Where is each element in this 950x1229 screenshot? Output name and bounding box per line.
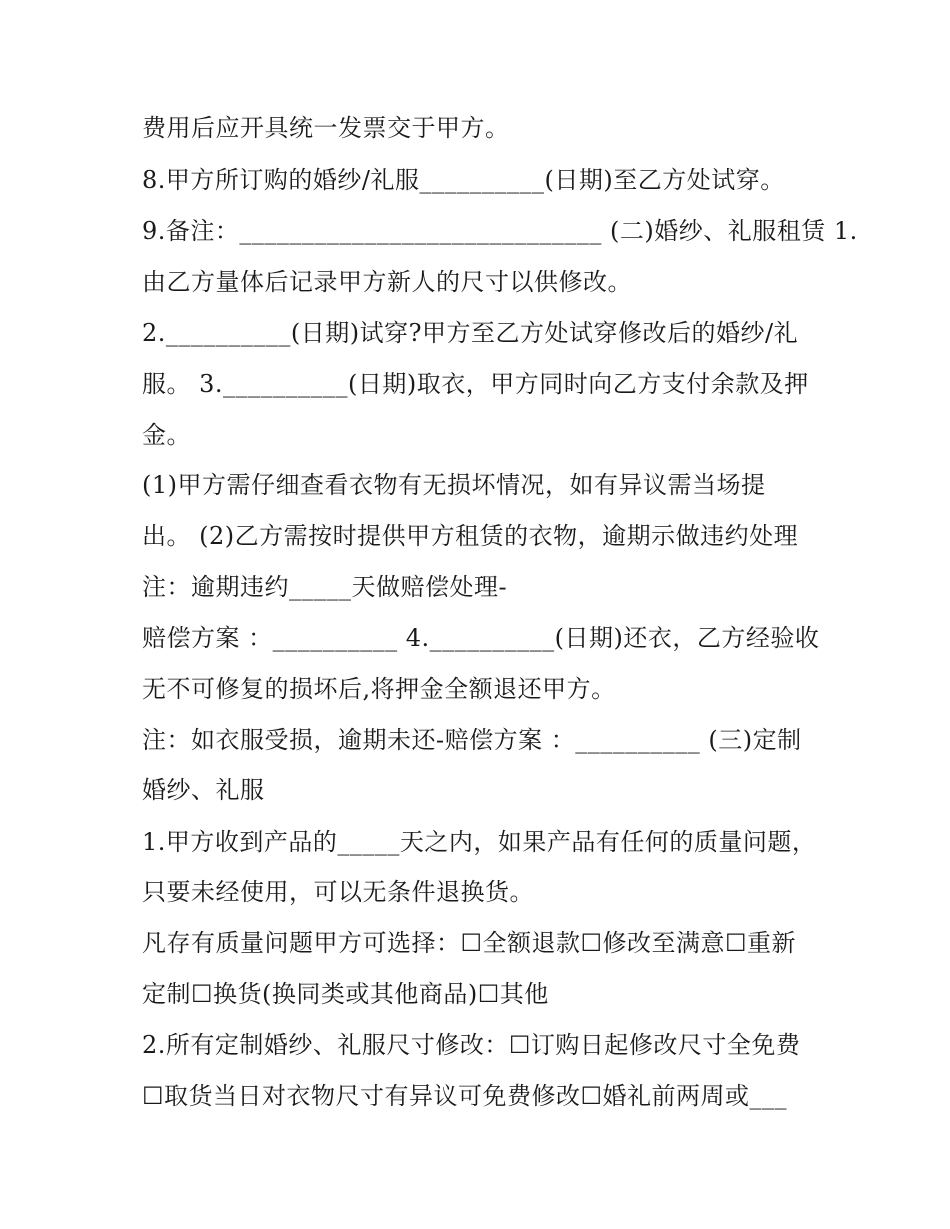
- text-line-3: 9.备注：_____________________________ (二)婚纱、礼服租赁 1.: [142, 217, 858, 245]
- text-line-1: 费用后应开具统一发票交于甲方。: [142, 114, 510, 142]
- text-line-18: 定制☐换货(换同类或其他商品)☐其他: [142, 980, 549, 1008]
- text-line-15: 1.甲方收到产品的_____天之内，如果产品有任何的质量问题，: [142, 828, 817, 856]
- text-line-13: 注：如衣服受损，逾期未还-赔偿方案 ：__________ (三)定制: [142, 726, 802, 754]
- text-line-2: 8.甲方所订购的婚纱/礼服__________(日期)至乙方处试穿。: [142, 166, 785, 194]
- text-line-16: 只要未经使用，可以无条件退换货。: [142, 878, 534, 906]
- text-line-10: 注：逾期违约_____天做赔偿处理-: [142, 573, 508, 601]
- text-line-14: 婚纱、礼服: [142, 776, 265, 804]
- text-line-12: 无不可修复的损坏后,将押金全额退还甲方。: [142, 675, 616, 703]
- text-line-6: 服。 3.__________(日期)取衣，甲方同时向乙方支付余款及押: [142, 370, 809, 398]
- text-line-8: (1)甲方需仔细查看衣物有无损坏情况，如有异议需当场提: [142, 471, 766, 499]
- text-line-11: 赔偿方案 ：__________ 4.__________(日期)还衣，乙方经验收: [142, 624, 820, 652]
- text-line-5: 2.__________(日期)试穿?甲方至乙方处试穿修改后的婚纱/礼: [142, 319, 799, 347]
- text-line-4: 由乙方量体后记录甲方新人的尺寸以供修改。: [142, 268, 632, 296]
- text-line-9: 出。 (2)乙方需按时提供甲方租赁的衣物，逾期示做违约处理: [142, 522, 799, 550]
- text-line-17: 凡存有质量问题甲方可选择：☐全额退款☐修改至满意☐重新: [142, 929, 797, 957]
- text-line-20: ☐取货当日对衣物尺寸有异议可免费修改☐婚礼前两周或___: [142, 1082, 788, 1110]
- text-line-19: 2.所有定制婚纱、礼服尺寸修改：☐订购日起修改尺寸全免费: [142, 1031, 801, 1059]
- text-line-7: 金。: [142, 421, 191, 449]
